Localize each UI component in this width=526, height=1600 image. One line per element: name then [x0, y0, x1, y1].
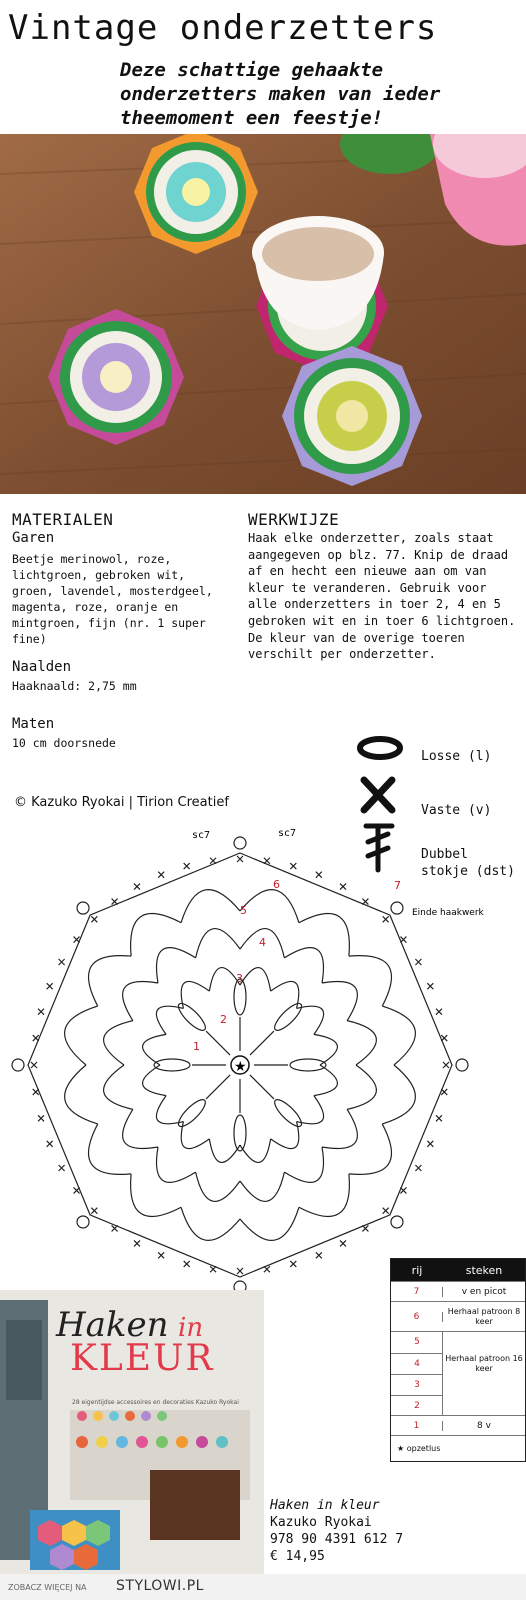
footer-prefix: ZOBACZ WIĘCEJ NA — [8, 1583, 87, 1592]
single-crochet-mark — [264, 1266, 270, 1272]
single-crochet-mark — [340, 884, 346, 890]
table-row — [391, 1301, 525, 1331]
chain-arch — [322, 1109, 357, 1148]
cover-title-kleur: KLEUR — [70, 1338, 215, 1379]
single-crochet-mark — [74, 937, 80, 943]
chain-arch — [299, 914, 349, 957]
chain-loop — [271, 1096, 305, 1130]
single-crochet-mark — [33, 1035, 39, 1041]
chain-arch — [181, 890, 240, 923]
stitch-spoke — [250, 1031, 274, 1055]
single-crochet-mark — [441, 1035, 447, 1041]
single-crochet-mark — [47, 1141, 53, 1147]
book-cover-image — [0, 1290, 264, 1580]
chain-loop — [271, 1000, 305, 1034]
chain-loop — [175, 1000, 209, 1034]
chain-arch — [240, 1172, 284, 1201]
table-row-group — [391, 1331, 525, 1415]
round-number-4: 4 — [259, 936, 266, 949]
copyright: © Kazuko Ryokai | Tirion Creatief — [14, 795, 229, 810]
table-row — [391, 1281, 525, 1301]
row-label: 7 — [391, 1287, 443, 1297]
chain-arch — [156, 948, 195, 983]
chain-arch — [196, 1172, 240, 1201]
single-crochet-mark — [400, 1187, 406, 1193]
garen-heading: Garen — [12, 530, 55, 546]
chain-arch — [284, 948, 323, 983]
chain-arch — [347, 1021, 376, 1065]
row-value: 8 v — [477, 1420, 491, 1431]
legend-dubbel-line2: stokje (dst) — [421, 864, 515, 879]
end-label: Einde haakwerk — [412, 908, 484, 918]
table-row — [391, 1415, 525, 1435]
stitch-spoke — [250, 1075, 274, 1099]
picot — [77, 902, 89, 914]
single-crochet-mark — [443, 1062, 449, 1068]
single-crochet-mark — [415, 959, 421, 965]
maten-heading: Maten — [12, 716, 55, 732]
single-crochet-mark — [290, 863, 296, 869]
row-table — [390, 1258, 526, 1462]
materials-heading: MATERIALEN — [12, 510, 114, 529]
chain-arch — [382, 1065, 415, 1124]
footer-bar[interactable] — [0, 1574, 526, 1600]
single-crochet-mark — [237, 856, 243, 862]
single-crochet-mark — [91, 1208, 97, 1214]
single-crochet-mark — [400, 937, 406, 943]
naalden-text: Haaknaald: 2,75 mm — [12, 679, 137, 693]
row-table-header — [391, 1259, 525, 1281]
book-author: Kazuko Ryokai — [270, 1515, 372, 1530]
single-crochet-mark — [74, 1187, 80, 1193]
picot — [234, 837, 246, 849]
single-crochet-symbol — [364, 780, 392, 810]
chain-arch — [89, 1124, 132, 1174]
single-crochet-mark — [427, 1141, 433, 1147]
cover-title-in: in — [178, 1313, 204, 1343]
sc-label-left: sc7 — [192, 830, 211, 841]
single-crochet-mark — [436, 1115, 442, 1121]
page-subtitle: Deze schattige gehaakte onderzetters maken van ieder theemoment een feestje! — [120, 59, 441, 129]
single-crochet-mark — [134, 1240, 140, 1246]
picot — [391, 902, 403, 914]
row-value: v en picot — [461, 1286, 507, 1297]
single-crochet-mark — [33, 1089, 39, 1095]
stitch-spoke — [206, 1031, 230, 1055]
single-crochet-mark — [112, 899, 118, 905]
single-crochet-mark — [158, 1252, 164, 1258]
single-crochet-mark — [427, 983, 433, 989]
chain-arch — [347, 1065, 376, 1109]
sc-label-right: sc7 — [278, 828, 297, 839]
single-crochet-mark — [362, 1225, 368, 1231]
row-value: Herhaal patroon 16 keer — [445, 1354, 523, 1373]
chain-arch — [349, 956, 392, 1006]
chain-loop — [175, 1096, 209, 1130]
chain-arch — [89, 956, 132, 1006]
page-title: Vintage onderzetters — [8, 8, 438, 48]
row-label: 2 — [391, 1395, 443, 1416]
chain-arch — [123, 1109, 158, 1148]
round-number-3: 3 — [236, 972, 243, 985]
method-text: Haak elke onderzetter, zoals staat aangegeven op blz. 77. Knip de draad af en hecht een nieuwe aan om van kleur te veranderen. Gebruik voor alle onderzetters in toer 2, 4 en 5 gebroken wit en in toer 6 lichtgroen. De kleur van de overige toeren verschilt per onderzetter. — [248, 531, 516, 662]
row-label: 6 — [391, 1312, 443, 1322]
table-footer: ★ opzetlus — [391, 1435, 525, 1461]
chain-arch — [131, 914, 181, 957]
chain-arch — [104, 1021, 133, 1065]
stitch-spoke — [206, 1075, 230, 1099]
single-crochet-mark — [383, 916, 389, 922]
row-label: 3 — [391, 1374, 443, 1395]
picot — [391, 1216, 403, 1228]
stitch-col-header: steken — [465, 1263, 503, 1277]
chain-arch — [123, 981, 158, 1020]
chain-arch — [240, 890, 299, 923]
chain-arch — [240, 1207, 299, 1240]
single-crochet-mark — [415, 1165, 421, 1171]
single-crochet-mark — [316, 1252, 322, 1258]
round-number-6: 6 — [273, 878, 280, 891]
legend-vaste: Vaste (v) — [421, 803, 492, 818]
single-crochet-mark — [210, 1266, 216, 1272]
single-crochet-mark — [38, 1009, 44, 1015]
single-crochet-mark — [31, 1062, 37, 1068]
chain-arch — [65, 1065, 98, 1124]
row-label: 5 — [414, 1337, 420, 1347]
garen-text: Beetje merinowol, roze, lichtgroen, gebroken wit, groen, lavendel, mosterdgeel, magenta, roze, oranje en mintgroen, fijn (nr. 1 super fine) — [12, 552, 213, 646]
single-crochet-mark — [210, 858, 216, 864]
picot — [12, 1059, 24, 1071]
book-title: Haken in kleur — [270, 1498, 380, 1513]
chain-arch — [299, 1174, 349, 1217]
row-col-header: rij — [411, 1263, 423, 1277]
single-crochet-mark — [441, 1089, 447, 1095]
chain-arch — [349, 1124, 392, 1174]
single-crochet-mark — [91, 916, 97, 922]
single-crochet-mark — [134, 884, 140, 890]
single-crochet-mark — [264, 858, 270, 864]
single-crochet-mark — [47, 983, 53, 989]
single-crochet-mark — [383, 1208, 389, 1214]
legend-dubbel-line1: Dubbel — [421, 847, 468, 862]
row-value: Herhaal patroon 8 keer — [447, 1306, 521, 1326]
legend-losse: Losse (l) — [421, 749, 492, 764]
chain-arch — [65, 1006, 98, 1065]
chain-stitch-symbol — [360, 739, 400, 757]
single-crochet-mark — [59, 959, 65, 965]
round-number-2: 2 — [220, 1013, 227, 1026]
single-crochet-mark — [184, 1261, 190, 1267]
crochet-diagram — [0, 820, 526, 1300]
round-number-7: 7 — [394, 879, 401, 892]
chain-arch — [284, 1147, 323, 1182]
row-label: 4 — [391, 1353, 443, 1374]
picot — [456, 1059, 468, 1071]
single-crochet-mark — [112, 1225, 118, 1231]
method-heading: WERKWIJZE — [248, 510, 340, 529]
single-crochet-mark — [316, 872, 322, 878]
chain-arch — [382, 1006, 415, 1065]
footer-site-link[interactable]: STYLOWI.PL — [116, 1578, 204, 1594]
chain-arch — [156, 1147, 195, 1182]
single-crochet-mark — [158, 872, 164, 878]
chain-arch — [322, 981, 357, 1020]
single-crochet-mark — [237, 1268, 243, 1274]
naalden-heading: Naalden — [12, 659, 72, 675]
chain-arch — [104, 1065, 133, 1109]
single-crochet-mark — [362, 899, 368, 905]
single-crochet-mark — [38, 1115, 44, 1121]
chain-arch — [196, 929, 240, 958]
single-crochet-mark — [184, 863, 190, 869]
round-number-1: 1 — [193, 1040, 200, 1053]
picot — [77, 1216, 89, 1228]
coasters-photo — [0, 134, 526, 494]
row-label: 1 — [391, 1421, 443, 1431]
single-crochet-mark — [290, 1261, 296, 1267]
cover-subtitle: 28 eigentijdse accessoires en decoraties Kazuko Ryokai — [72, 1399, 239, 1406]
cover-title-haken: Haken — [56, 1305, 169, 1345]
book-isbn: 978 90 4391 612 7 — [270, 1532, 404, 1547]
chain-arch — [131, 1174, 181, 1217]
book-price: € 14,95 — [270, 1549, 325, 1564]
chain-arch — [181, 1207, 240, 1240]
round-number-5: 5 — [240, 904, 247, 917]
single-crochet-mark — [436, 1009, 442, 1015]
single-crochet-mark — [59, 1165, 65, 1171]
book-info — [270, 1497, 403, 1565]
maten-text: 10 cm doorsnede — [12, 736, 116, 750]
start-star: ★ — [234, 1059, 247, 1075]
single-crochet-mark — [340, 1240, 346, 1246]
